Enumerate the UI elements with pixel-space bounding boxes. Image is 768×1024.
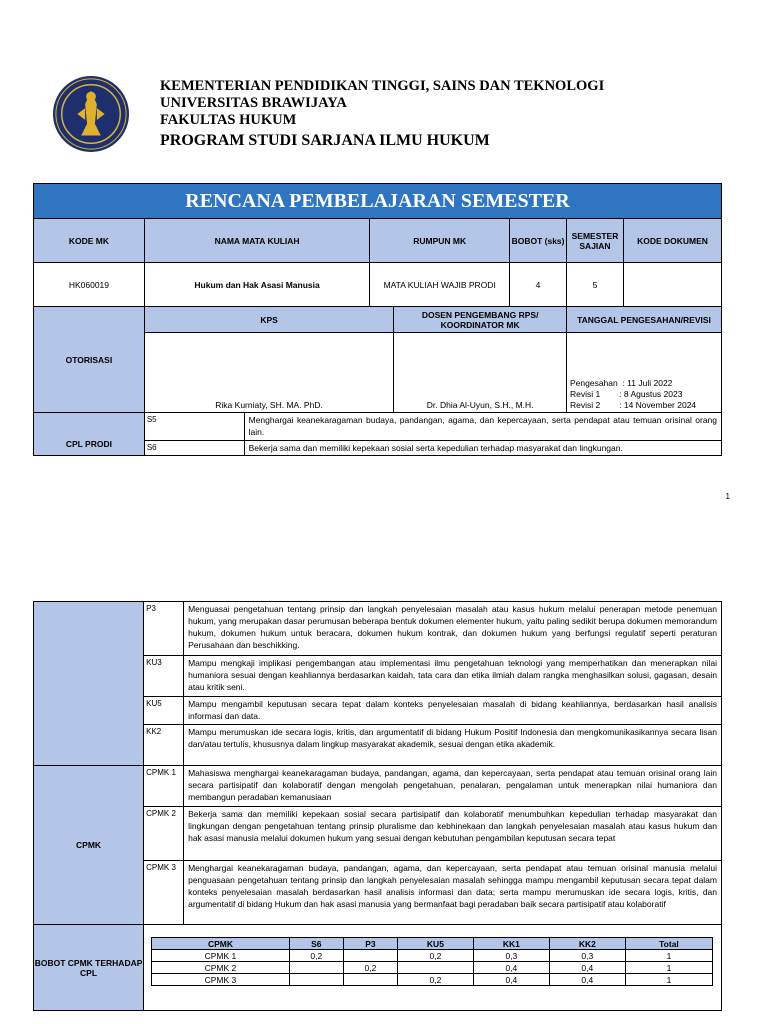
bobot-cell-value [289, 962, 343, 974]
dosen-name: Dr. Dhia Al-Uyun, S.H., M.H. [394, 333, 567, 413]
kps-name: Rika Kurniaty, SH. MA. PhD. [144, 333, 393, 413]
cpl-description: Mampu mengambil keputusan secara tepat dalam konteks penyelesaian masalah di bidang keahliannya, berdasarkan hasil analisis informasi dan data. [184, 697, 722, 725]
table-row [152, 962, 713, 974]
col-rumpun-mk: RUMPUN MK [370, 219, 510, 263]
faculty-name: FAKULTAS HUKUM [160, 112, 297, 128]
cpl-description: Bekerja sama dan memiliki kepekaan sosial serta kepedulian terhadap masyarakat dan lingkungan. [244, 441, 721, 456]
bobot-cell-value: 1 [625, 950, 712, 962]
rumpun-mk-value: MATA KULIAH WAJIB PRODI [370, 263, 510, 307]
bobot-cell-value: 0,2 [343, 962, 397, 974]
cpl-description: Mampu mengkaji implikasi pengembangan atau implementasi ilmu pengetahuan teknologi yang memperhatikan dan menerapkan nilai humaniora sesuai dengan keahliannya berdasarkan kaidah, tata cara dan etika ilmiah dalam rangka menghasilkan solusi, gagasan, desain atau kritik seni. [184, 656, 722, 697]
bobot-cell-value: 0,4 [549, 974, 625, 986]
institution-header [160, 78, 604, 149]
cpl-code: S6 [144, 441, 244, 456]
university-logo [52, 75, 130, 153]
bobot-cell-value [289, 974, 343, 986]
cpmk-code: CPMK 1 [144, 766, 184, 807]
cpl-code: KU5 [144, 697, 184, 725]
bobot-cell-value [397, 962, 473, 974]
university-name: UNIVERSITAS BRAWIJAYA [160, 95, 347, 111]
revisi-1-date: Revisi 1 : 8 Agustus 2023 [570, 389, 683, 399]
cpl-description: Mampu merumuskan ide secara logis, kritis, dan argumentatif di bidang Hukum Positif Indonesia dan mengkomunikasikannya secara lisan dan/atau tertulis, khususnya dalam lingkup masyarakat akademik, sesuai dengan etika akademik. [184, 725, 722, 766]
nama-mk-value: Hukum dan Hak Asasi Manusia [144, 263, 370, 307]
table-row [152, 950, 713, 962]
bobot-header: KU5 [397, 938, 473, 950]
dosen-label: DOSEN PENGEMBANG RPS/ KOORDINATOR MK [394, 307, 567, 333]
bobot-header: KK2 [549, 938, 625, 950]
col-semester: SEMESTER SAJIAN [567, 219, 624, 263]
tanggal-label: TANGGAL PENGESAHAN/REVISI [567, 307, 722, 333]
bobot-cell-value: 0,4 [473, 974, 549, 986]
bobot-cell-value: 1 [625, 974, 712, 986]
cpmk-label: CPMK [34, 766, 144, 925]
ministry-name: KEMENTERIAN PENDIDIKAN TINGGI, SAINS DAN TEKNOLOGI [160, 78, 605, 94]
cpl-description: Menghargai keanekaragaman budaya, pandangan, agama, dan kepercayaan, serta pendapat atau temuan orisinal orang lain. [244, 413, 721, 441]
bobot-cell-value: 0,3 [549, 950, 625, 962]
bobot-header: CPMK [152, 938, 290, 950]
rps-title: RENCANA PEMBELAJARAN SEMESTER [34, 184, 722, 219]
bobot-header: S6 [289, 938, 343, 950]
otorisasi-label: OTORISASI [34, 307, 145, 413]
tanggal-values [567, 333, 722, 413]
cpl-cont-label [34, 602, 144, 766]
bobot-cell-value: 0,2 [289, 950, 343, 962]
kps-label: KPS [144, 307, 393, 333]
bobot-cell-value: 0,4 [549, 962, 625, 974]
cpl-code: KK2 [144, 725, 184, 766]
bobot-header: P3 [343, 938, 397, 950]
col-kode-mk: KODE MK [34, 219, 145, 263]
kode-mk-value: HK060019 [34, 263, 145, 307]
bobot-cell-value: 0,2 [397, 974, 473, 986]
bobot-cell-value: CPMK 3 [152, 974, 290, 986]
kode-dokumen-value [623, 263, 721, 307]
bobot-cell-value: CPMK 1 [152, 950, 290, 962]
pengesahan-date: Pengesahan : 11 Juli 2022 [570, 378, 673, 388]
bobot-cell-value: 1 [625, 962, 712, 974]
cpl-code: S5 [144, 413, 244, 441]
bobot-cell-value: 0,2 [397, 950, 473, 962]
cpmk-description: Menghargai keanekaragaman budaya, pandangan, agama, dan kepercayaan, serta pendapat atau temuan orisinal manusia melalui penguasaan pengetahuan tentang prinsip dan langkah penyelesaian masalah sehingga mampu mengambil keputusan secara tepat dalam konteks penyelesaian masalah berdasarkan hasil analisis informasi dan data; serta mampu merumuskan ide secara logis, kritis, dan argumentatif di bidang Hukum dan hak asasi manusia yang bermanfaat bagi peradaban baik secara partisipatif atau kolaboratif [184, 861, 722, 925]
col-bobot: BOBOT (sks) [510, 219, 567, 263]
bobot-cell-value [343, 974, 397, 986]
bobot-cell-value [343, 950, 397, 962]
cpmk-description: Bekerja sama dan memiliki kepekaan sosial secara partisipatif dan kolaboratif menumbuhkan kepedulian terhadap masyarakat dan lingkungan dengan pengetahuan tentang prinsip pluralisme dan kebhinekaan dan langkah penyelesaian masalah atau kasus hukum dan hak asasi manusia melalui dokumen hukum yang sesuai dengan kebutuhan pengambilan keputusan secara tepat [184, 807, 722, 861]
cpl-cpmk-table [33, 601, 722, 1011]
bobot-cell-value: 0,3 [473, 950, 549, 962]
col-nama-mk: NAMA MATA KULIAH [144, 219, 370, 263]
revisi-2-date: Revisi 2 : 14 November 2024 [570, 400, 697, 410]
cpl-description: Menguasai pengetahuan tentang prinsip dan langkah penyelesaian masalah atau kasus hukum melalui penerapan metode penemuan hukum, yang merupakan dasar perumusan beberapa bentuk dokumen elementer hukum, yaitu paling sedikit berupa dokumen memorandum hukum, dokumen hukum untuk beracara, dokumen hukum kontrak, dan dokumen hukum yang berfungsi regulatif seperti peraturan Perusahaan dan beschikking. [184, 602, 722, 656]
cpmk-code: CPMK 3 [144, 861, 184, 925]
cpmk-description: Mahasiswa menghargai keanekaragaman budaya, pandangan, agama, dan kepercayaan, serta pendapat atau temuan orisinal orang lain secara partisipatif dan kolaboratif dengan mengolah pengetahuan, penalaran, pengalaman untuk menerapkan nilai humaniora dan membangun peradaban kemanusiaan [184, 766, 722, 807]
cpmk-code: CPMK 2 [144, 807, 184, 861]
page-number: 1 [725, 492, 730, 501]
bobot-value: 4 [510, 263, 567, 307]
bobot-header: KK1 [473, 938, 549, 950]
cpl-prodi-label: CPL PRODI [34, 413, 145, 456]
bobot-table [151, 937, 713, 986]
bobot-cell-value: CPMK 2 [152, 962, 290, 974]
bobot-cell [144, 925, 722, 1011]
bobot-header: Total [625, 938, 712, 950]
bobot-cell-value: 0,4 [473, 962, 549, 974]
table-row [152, 974, 713, 986]
bobot-cpmk-label: BOBOT CPMK TERHADAP CPL [34, 925, 144, 1011]
col-kode-dokumen: KODE DOKUMEN [623, 219, 721, 263]
semester-value: 5 [567, 263, 624, 307]
program-name: PROGRAM STUDI SARJANA ILMU HUKUM [160, 132, 490, 149]
rps-table [33, 183, 722, 456]
cpl-code: KU3 [144, 656, 184, 697]
cpl-code: P3 [144, 602, 184, 656]
